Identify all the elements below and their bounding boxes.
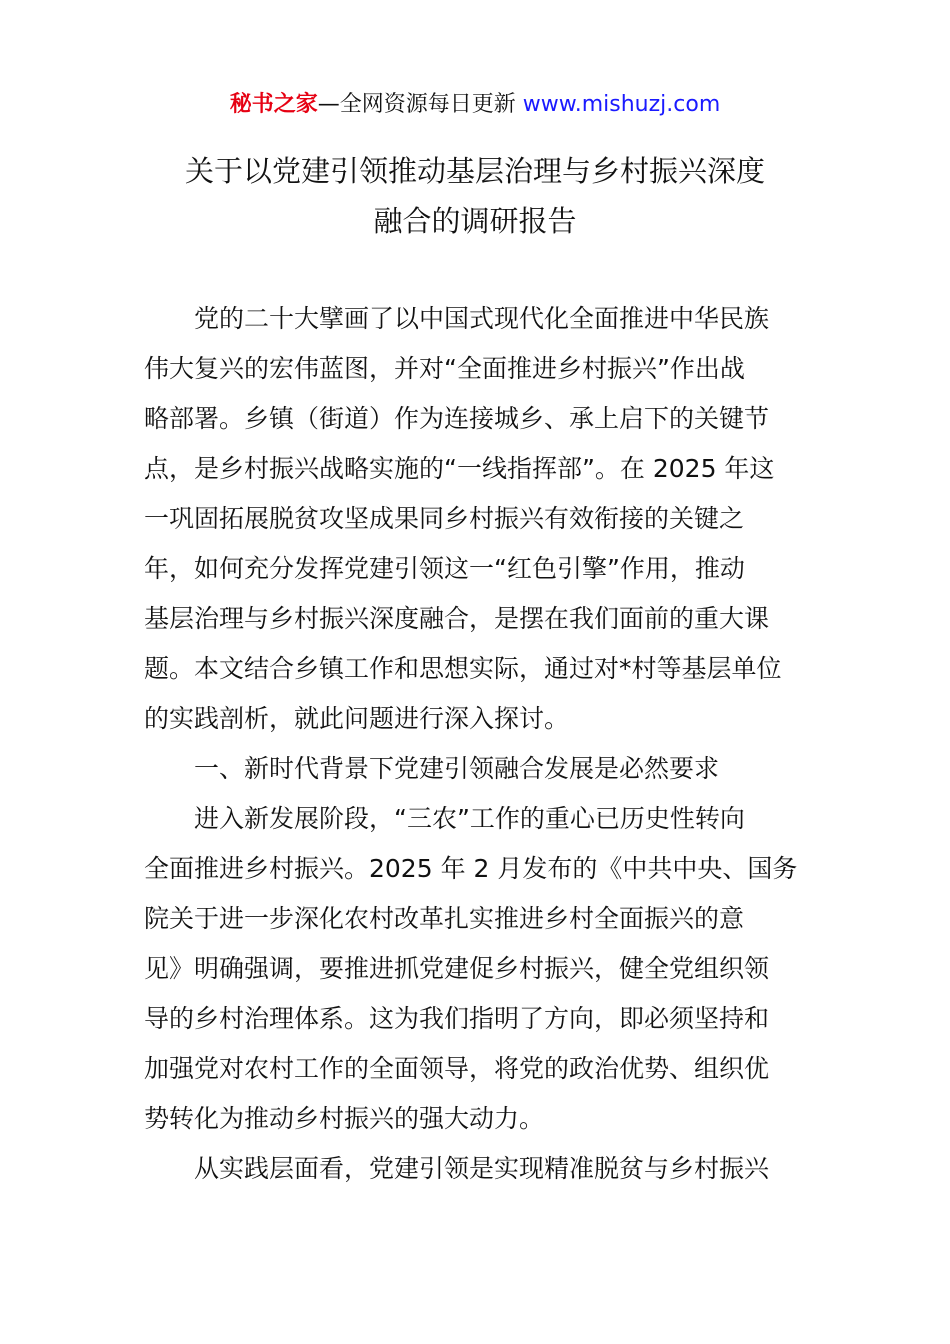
- body-line: 题。本文结合乡镇工作和思想实际，通过对*村等基层单位: [144, 654, 782, 683]
- body-line: 点，是乡村振兴战略实施的“一线指挥部”。在 2025 年这: [144, 454, 775, 483]
- title-line-2: 融合的调研报告: [373, 204, 577, 238]
- body-line: 势转化为推动乡村振兴的强大动力。: [144, 1104, 545, 1133]
- site-url-link[interactable]: www.mishuzj.com: [522, 92, 721, 117]
- brand-name: 秘书之家: [229, 92, 318, 117]
- body-line: 基层治理与乡村振兴深度融合，是摆在我们面前的重大课: [144, 604, 770, 633]
- body-line: 见》明确强调，要推进抓党建促乡村振兴，健全党组织领: [144, 954, 770, 983]
- body-line: 导的乡村治理体系。这为我们指明了方向，即必须坚持和: [144, 1004, 770, 1033]
- document-title: [140, 146, 810, 246]
- body-line: 全面推进乡村振兴。2025 年 2 月发布的《中共中央、国务: [144, 854, 798, 883]
- section-heading: 一、新时代背景下党建引领融合发展是必然要求: [194, 754, 720, 783]
- body-line: 年，如何充分发挥党建引领这一“红色引擎”作用，推动: [144, 554, 745, 583]
- body-line: 伟大复兴的宏伟蓝图，并对“全面推进乡村振兴”作出战: [144, 354, 745, 383]
- body-line: 党的二十大擘画了以中国式现代化全面推进中华民族: [194, 304, 770, 333]
- body-line: 从实践层面看，党建引领是实现精准脱贫与乡村振兴: [194, 1154, 770, 1183]
- body-line: 加强党对农村工作的全面领导，将党的政治优势、组织优: [144, 1054, 770, 1083]
- body-line: 院关于进一步深化农村改革扎实推进乡村全面振兴的意: [144, 904, 745, 933]
- document-body: [144, 294, 808, 1194]
- body-line: 的实践剖析，就此问题进行深入探讨。: [144, 704, 570, 733]
- header-slogan: —全网资源每日更新: [317, 92, 516, 117]
- site-header: [0, 90, 950, 120]
- body-line: 一巩固拓展脱贫攻坚成果同乡村振兴有效衔接的关键之: [144, 504, 745, 533]
- body-line: 进入新发展阶段，“三农”工作的重心已历史性转向: [194, 804, 745, 833]
- title-line-1: 关于以党建引领推动基层治理与乡村振兴深度: [184, 154, 765, 188]
- body-line: 略部署。乡镇（街道）作为连接城乡、承上启下的关键节: [144, 404, 770, 433]
